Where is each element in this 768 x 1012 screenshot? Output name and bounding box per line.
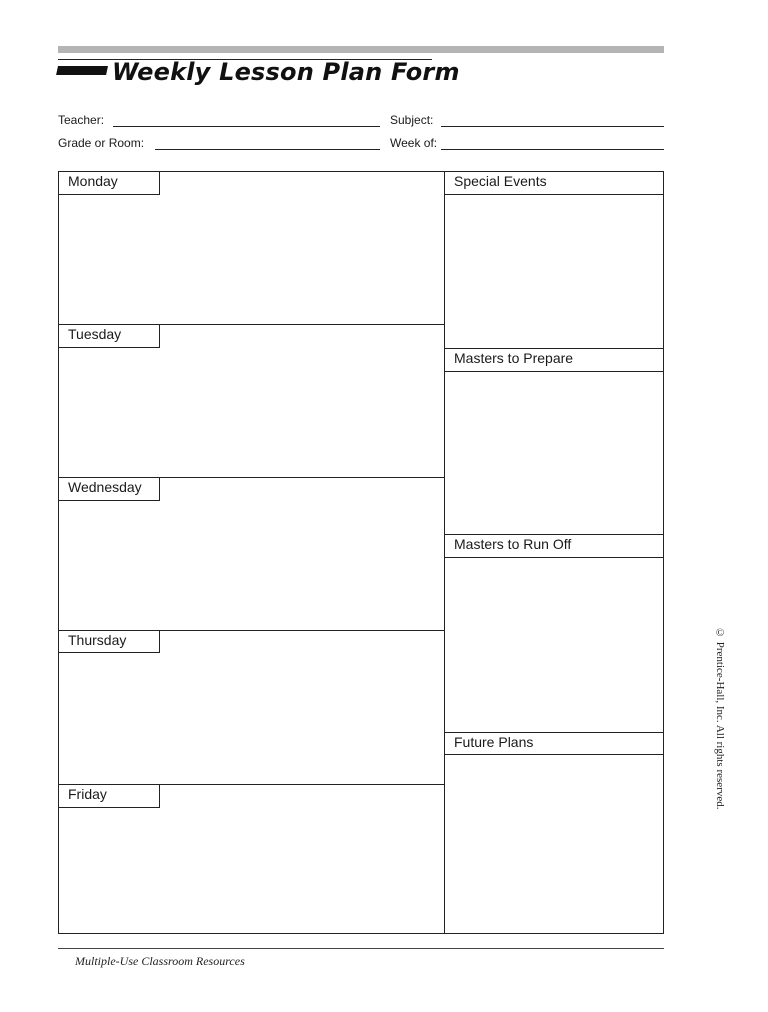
form-title: Weekly Lesson Plan Form bbox=[112, 58, 460, 86]
subject-label: Subject: bbox=[390, 113, 434, 127]
day-label-tuesday: Tuesday bbox=[58, 324, 160, 348]
section-masters-to-run-off: Masters to Run Off bbox=[444, 534, 664, 558]
monday-plan-area[interactable] bbox=[59, 195, 444, 323]
subject-line[interactable] bbox=[441, 126, 664, 127]
section-special-events: Special Events bbox=[444, 171, 664, 195]
subject-field[interactable] bbox=[390, 113, 664, 129]
week-of-label: Week of: bbox=[390, 136, 438, 150]
wednesday-plan-area[interactable] bbox=[59, 501, 444, 629]
friday-plan-area[interactable] bbox=[59, 808, 444, 933]
special-events-area[interactable] bbox=[446, 195, 663, 348]
masters-prepare-area[interactable] bbox=[446, 372, 663, 534]
section-future-plans: Future Plans bbox=[444, 732, 664, 755]
grade-room-line[interactable] bbox=[155, 149, 380, 150]
masters-run-off-area[interactable] bbox=[446, 558, 663, 732]
grade-room-label: Grade or Room: bbox=[58, 136, 145, 150]
copyright-notice: © Prentice-Hall, Inc. All rights reserved. bbox=[714, 627, 726, 810]
grade-room-field[interactable] bbox=[58, 136, 382, 152]
section-masters-to-prepare: Masters to Prepare bbox=[444, 348, 664, 372]
day-label-friday: Friday bbox=[58, 784, 160, 808]
day-label-wednesday: Wednesday bbox=[58, 477, 160, 501]
future-plans-area[interactable] bbox=[446, 755, 663, 933]
thursday-plan-area[interactable] bbox=[59, 654, 444, 783]
teacher-label: Teacher: bbox=[58, 113, 105, 127]
week-of-field[interactable] bbox=[390, 136, 664, 152]
footer-rule bbox=[58, 948, 664, 949]
footer-text: Multiple-Use Classroom Resources bbox=[75, 954, 245, 968]
teacher-line[interactable] bbox=[113, 126, 380, 127]
week-of-line[interactable] bbox=[441, 149, 664, 150]
tuesday-plan-area[interactable] bbox=[59, 348, 444, 476]
day-label-monday: Monday bbox=[58, 171, 160, 195]
title-accent-block bbox=[56, 66, 108, 75]
header-gray-bar bbox=[58, 46, 664, 53]
day-label-thursday: Thursday bbox=[58, 630, 160, 653]
teacher-field[interactable] bbox=[58, 113, 382, 129]
